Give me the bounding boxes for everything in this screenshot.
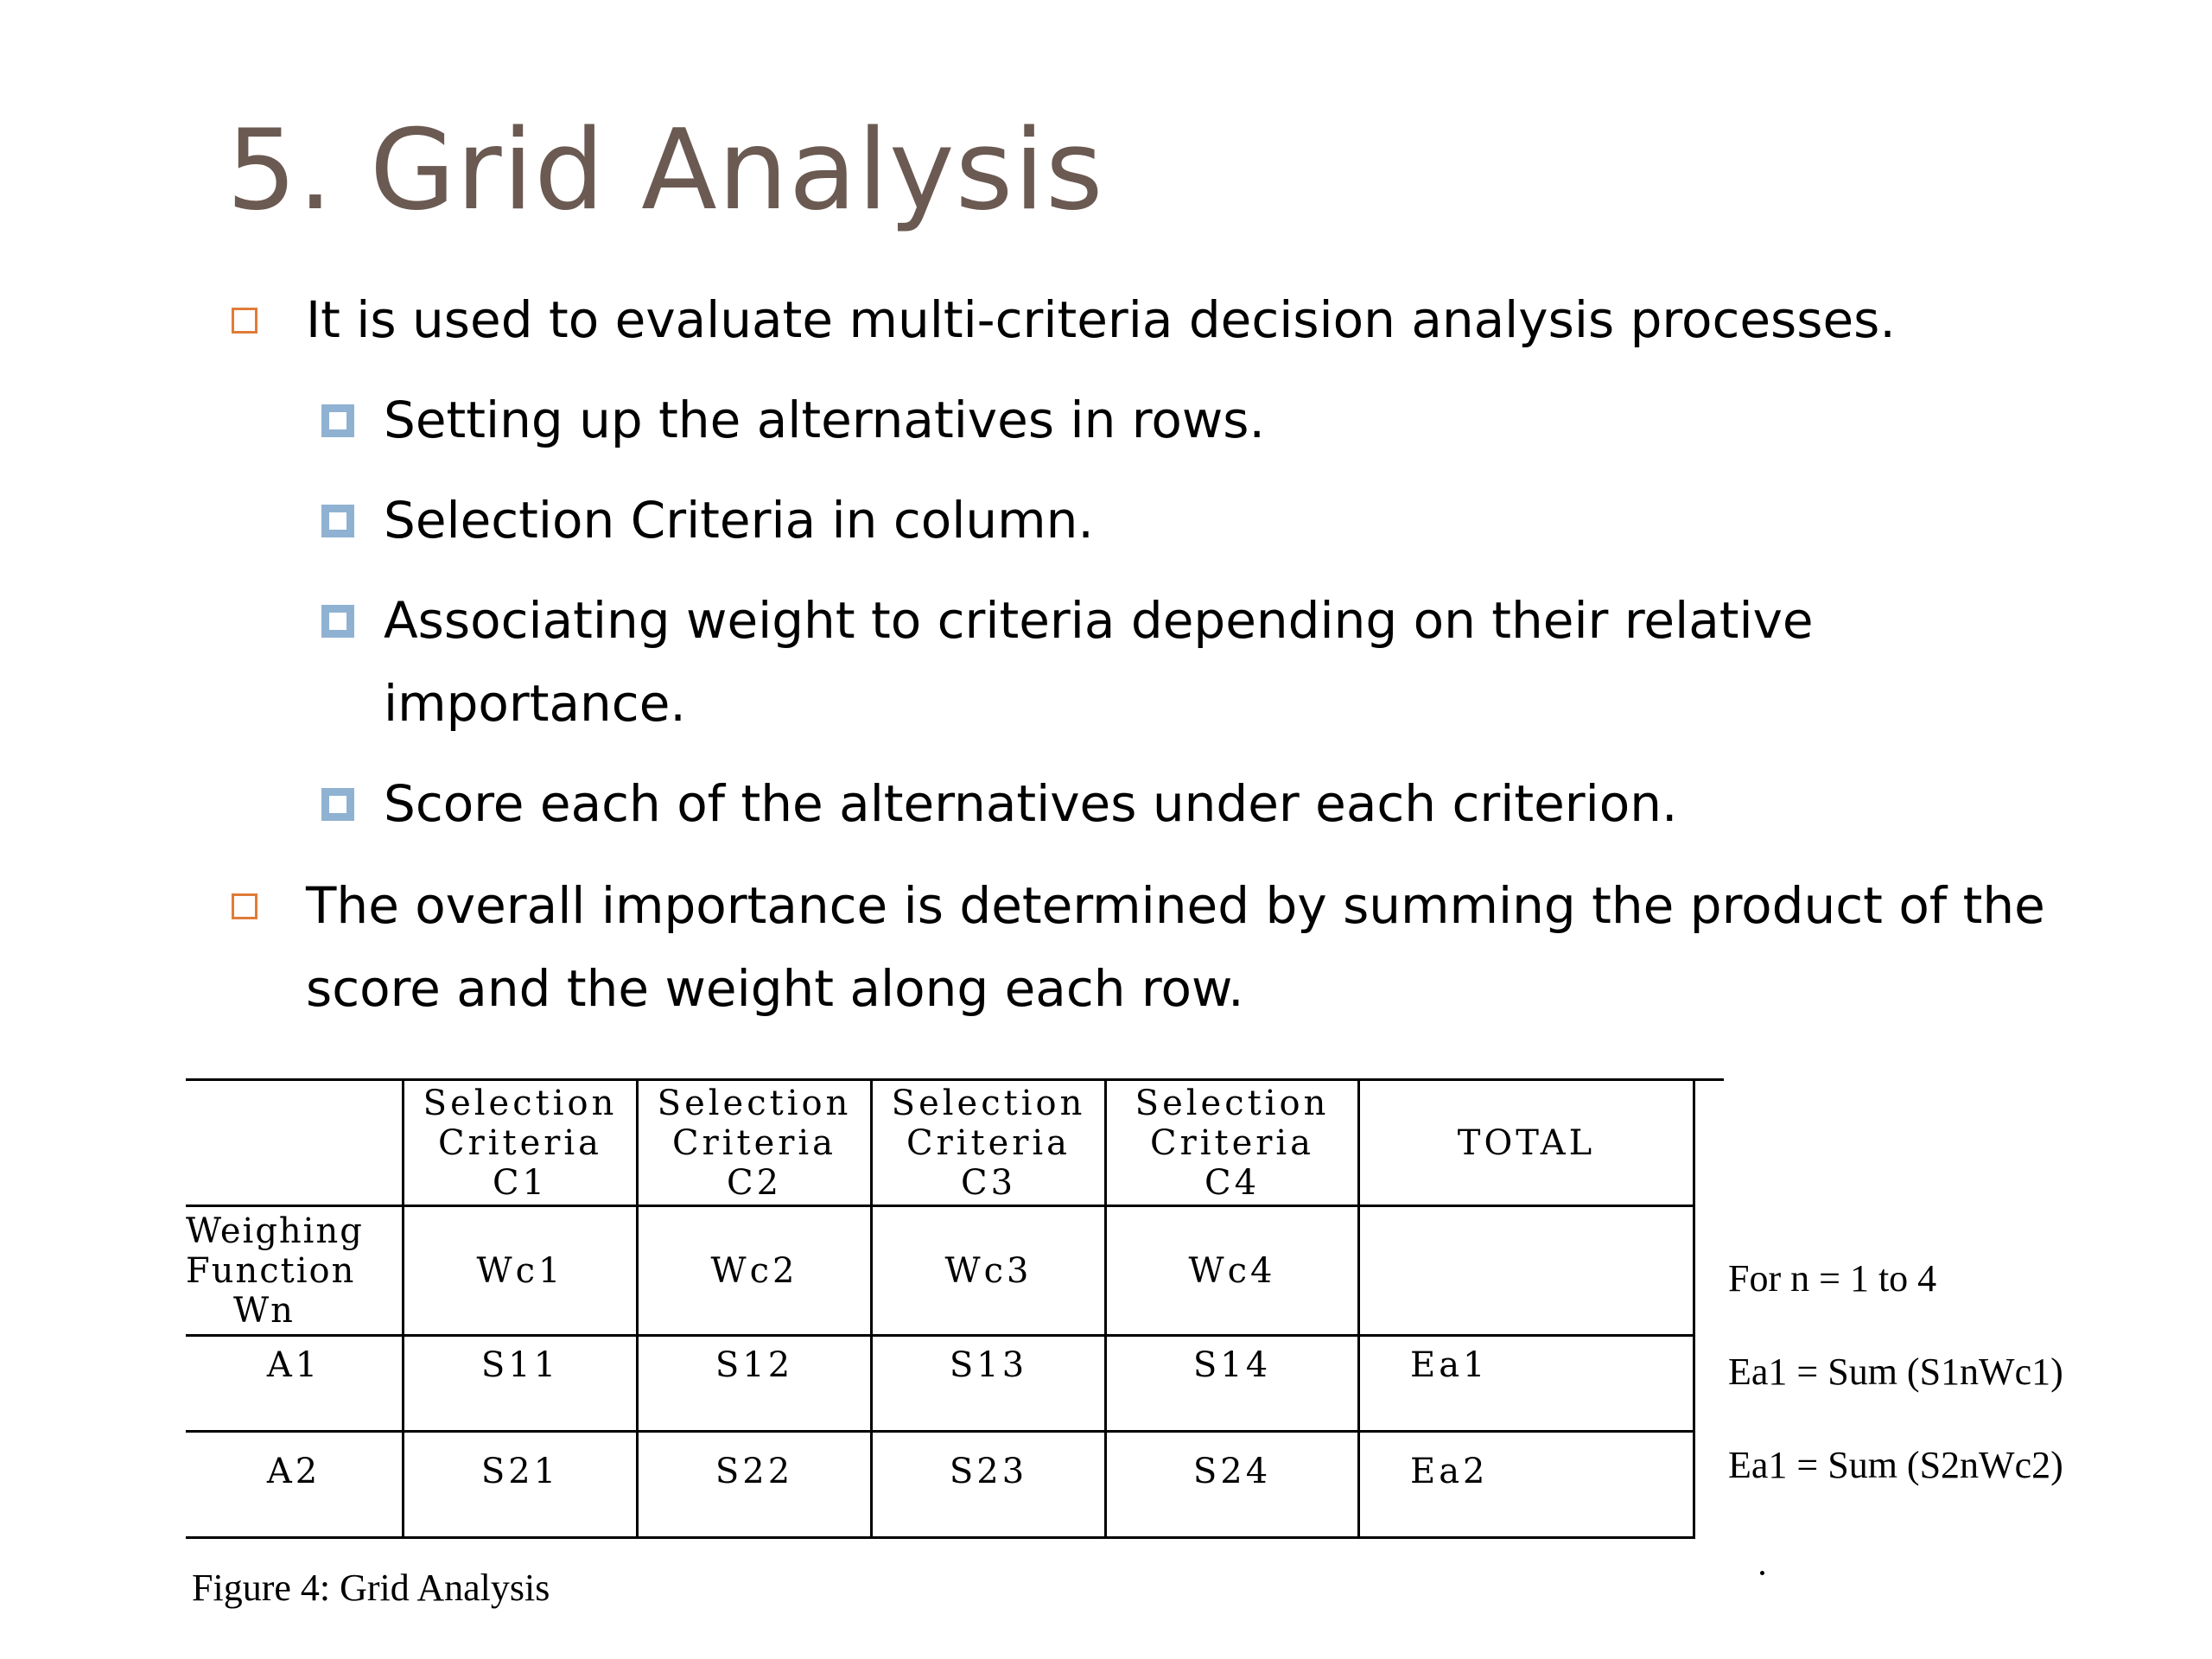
- header-cell-c2: [638, 1080, 872, 1206]
- stray-dot: [1760, 1571, 1764, 1575]
- header-cell-c1: [404, 1080, 638, 1206]
- weight-label-line: Function: [186, 1250, 356, 1291]
- figure-caption: Figure 4: Grid Analysis: [192, 1567, 550, 1609]
- score-cell: S13: [872, 1336, 1106, 1432]
- score-cell: S21: [404, 1432, 638, 1538]
- table-header-row: [186, 1080, 1694, 1206]
- sub-bullet-item-alternatives: [226, 378, 2084, 461]
- sub-bullet-item-weights: [226, 579, 2084, 745]
- weight-label-line: Weighing: [186, 1211, 364, 1251]
- header-line: C4: [1204, 1162, 1261, 1203]
- sub-bullet-item-score: [226, 762, 2084, 845]
- score-cell: S24: [1106, 1432, 1359, 1538]
- header-line: Selection: [423, 1083, 618, 1123]
- header-cell-c3: [872, 1080, 1106, 1206]
- sub-bullet-text: Score each of the alternatives under each criterion.: [384, 774, 1678, 833]
- total-cell: Ea1: [1359, 1336, 1694, 1432]
- sub-bullet-text: Selection Criteria in column.: [384, 491, 1094, 550]
- weight-cell: [1359, 1206, 1694, 1336]
- square-bullet-icon: [321, 605, 354, 638]
- score-cell: S14: [1106, 1336, 1359, 1432]
- square-bullet-icon: [321, 505, 354, 537]
- bullet-item-overall: [226, 864, 2084, 1030]
- header-line: C2: [726, 1162, 783, 1203]
- score-cell: S12: [638, 1336, 872, 1432]
- row-label-cell: A1: [186, 1336, 404, 1432]
- square-bullet-icon: [321, 404, 354, 437]
- table-row: [186, 1336, 1694, 1432]
- bullet-text: The overall importance is determined by summing the product of the score and the weight along each row.: [306, 876, 2045, 1018]
- side-note-formula-a2: Ea1 = Sum (S2nWc2): [1728, 1444, 2063, 1486]
- hollow-square-bullet-icon: [232, 893, 257, 919]
- score-cell: S11: [404, 1336, 638, 1432]
- weight-cell: Wc3: [872, 1206, 1106, 1336]
- weight-cell: Wc1: [404, 1206, 638, 1336]
- bullet-list: [226, 278, 2084, 1030]
- header-line: C3: [960, 1162, 1017, 1203]
- grid-analysis-table: [186, 1078, 1695, 1539]
- weight-cell: Wc4: [1106, 1206, 1359, 1336]
- hollow-square-bullet-icon: [232, 308, 257, 334]
- header-line: Selection: [891, 1083, 1086, 1123]
- weight-label-cell: [186, 1206, 404, 1336]
- header-corner-cell: [186, 1080, 404, 1206]
- header-cell-total: TOTAL: [1359, 1080, 1694, 1206]
- sub-bullet-text: Setting up the alternatives in rows.: [384, 391, 1265, 449]
- header-line: Criteria: [671, 1122, 837, 1163]
- row-label-cell: A2: [186, 1432, 404, 1538]
- score-cell: S22: [638, 1432, 872, 1538]
- weight-label-line: Wn: [233, 1290, 295, 1331]
- slide-title: 5. Grid Analysis: [226, 106, 1104, 235]
- sub-bullet-item-criteria: [226, 479, 2084, 562]
- square-bullet-icon: [321, 788, 354, 821]
- header-cell-c4: [1106, 1080, 1359, 1206]
- bullet-text: It is used to evaluate multi-criteria decision analysis processes.: [306, 290, 1896, 349]
- bullet-item-purpose: [226, 278, 2084, 361]
- header-line: Selection: [1135, 1083, 1330, 1123]
- header-line: Selection: [657, 1083, 852, 1123]
- header-line: Criteria: [906, 1122, 1071, 1163]
- side-note-formula-a1: Ea1 = Sum (S1nWc1): [1728, 1351, 2063, 1393]
- sub-bullet-text: Associating weight to criteria depending on their relative importance.: [384, 591, 1814, 733]
- table-row: [186, 1432, 1694, 1538]
- header-line: C1: [492, 1162, 549, 1203]
- score-cell: S23: [872, 1432, 1106, 1538]
- total-cell: Ea2: [1359, 1432, 1694, 1538]
- side-note-range: For n = 1 to 4: [1728, 1257, 1937, 1300]
- header-line: Criteria: [1149, 1122, 1315, 1163]
- header-line: Criteria: [437, 1122, 603, 1163]
- weight-cell: Wc2: [638, 1206, 872, 1336]
- table-row-weights: [186, 1206, 1694, 1336]
